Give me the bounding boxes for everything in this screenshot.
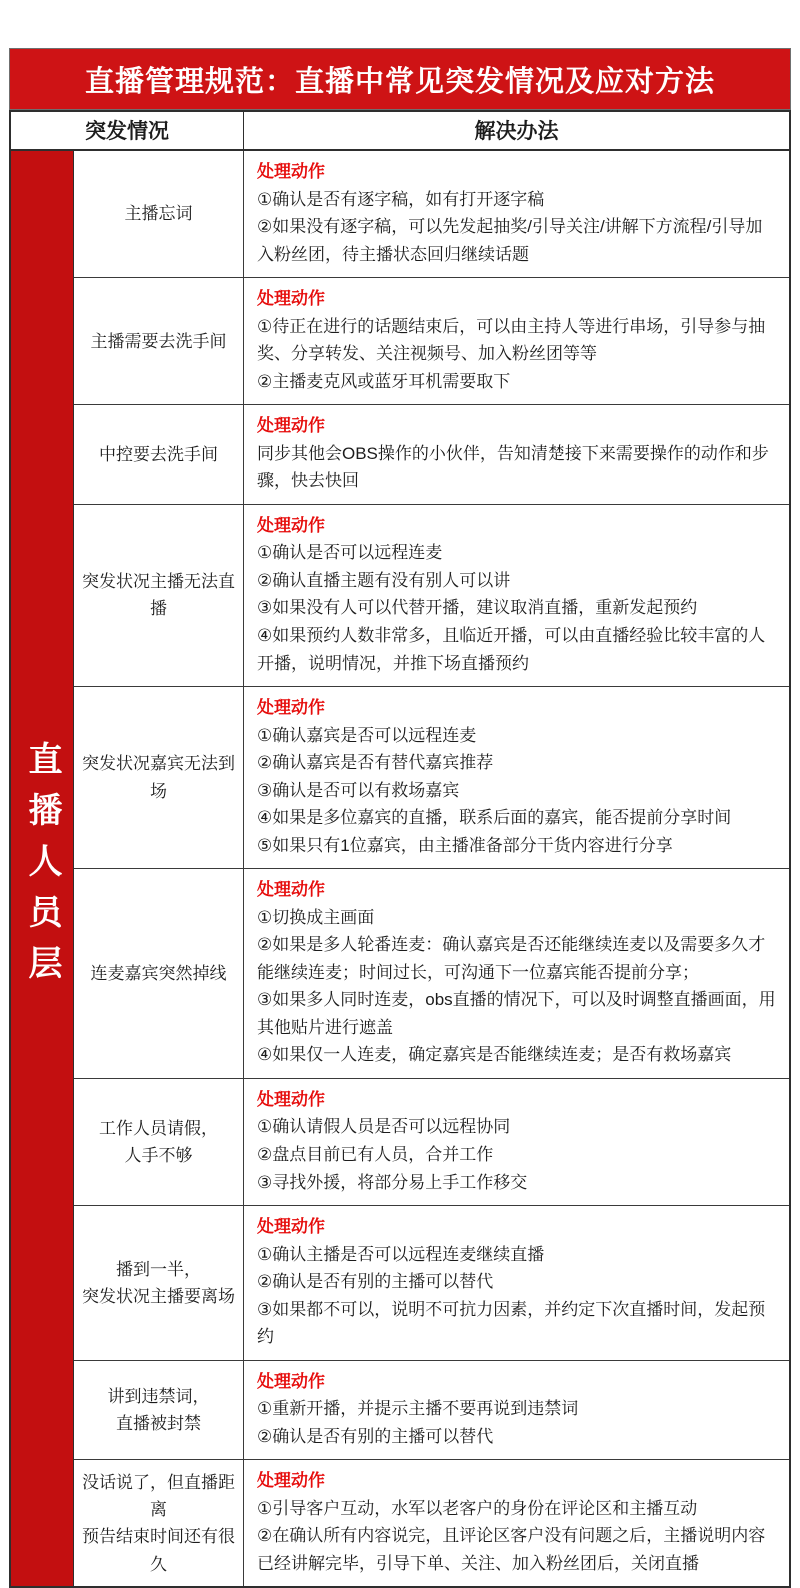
situation-text: 突发状况主播要离场 (82, 1286, 235, 1306)
table-row (74, 277, 789, 404)
table-body (9, 151, 791, 1588)
step-line: ①切换成主画面 (257, 907, 375, 927)
page-title: 直播管理规范：直播中常见突发情况及应对方法 (9, 48, 791, 110)
action-label: 处理动作 (257, 1089, 325, 1109)
table-header-row (9, 110, 791, 151)
situation-text: 突发状况主播无法直播 (82, 572, 235, 619)
step-line: ①确认主播是否可以远程连麦继续直播 (257, 1244, 545, 1264)
row-group-column (11, 151, 74, 1586)
situation-text: 主播忘词 (124, 204, 193, 224)
step-line: ②在确认所有内容说完，且评论区客户没有问题之后，主播说明内容已经讲解完毕，引导下单、关注、加入粉丝团后，关闭直播 (257, 1526, 766, 1573)
solution-cell (244, 1460, 789, 1586)
group-label-vertical: 直播人员层 (23, 741, 61, 997)
step-line: ①确认请假人员是否可以远程协同 (257, 1117, 511, 1137)
action-label: 处理动作 (257, 880, 325, 900)
situation-cell (74, 1361, 244, 1460)
solution-cell (244, 278, 789, 404)
situation-text: 直播被封禁 (116, 1414, 201, 1434)
step-line: ②盘点目前已有人员，合并工作 (257, 1145, 494, 1164)
situation-cell (74, 1079, 244, 1205)
step-line: ②确认是否有别的主播可以替代 (257, 1426, 494, 1446)
step-line: ①确认嘉宾是否可以远程连麦 (257, 725, 477, 745)
step-line: ②如果没有逐字稿，可以先发起抽奖/引导关注/讲解下方流程/引导加入粉丝团，待主播状态回归继续话题 (257, 217, 763, 264)
step-line: ③确认是否可以有救场嘉宾 (257, 780, 460, 800)
situation-cell (74, 1206, 244, 1360)
action-label: 处理动作 (257, 698, 325, 718)
table-row (74, 404, 789, 504)
situation-text: 没话说了，但直播距离 (82, 1473, 235, 1520)
situation-text: 工作人员请假， (99, 1118, 218, 1138)
step-line: ①重新开播，并提示主播不要再说到违禁词 (257, 1399, 579, 1419)
situation-text: 讲到违禁词， (107, 1386, 210, 1406)
situation-cell (74, 405, 244, 504)
action-label: 处理动作 (257, 1217, 325, 1237)
situation-text: 预告结束时间还有很久 (82, 1527, 235, 1574)
step-line: ③如果多人同时连麦，obs直播的情况下，可以及时调整直播画面，用其他贴片进行遮盖 (257, 990, 776, 1037)
solution-cell (244, 1361, 789, 1460)
rows-container (74, 151, 789, 1586)
action-label: 处理动作 (257, 162, 325, 181)
table-row (74, 868, 789, 1078)
situation-cell (74, 151, 244, 277)
step-line: ①确认是否有逐字稿，如有打开逐字稿 (257, 189, 545, 209)
situation-cell (74, 278, 244, 404)
situation-text: 人手不够 (124, 1146, 193, 1165)
step-line: ①待正在进行的话题结束后，可以由主持人等进行串场，引导参与抽奖、分享转发、关注视频号、加入粉丝团等等 (257, 316, 766, 364)
solution-cell (244, 405, 789, 504)
step-line: ③如果都不可以，说明不可抗力因素，并约定下次直播时间，发起预约 (257, 1299, 766, 1347)
table-row (74, 1205, 789, 1360)
situation-cell (74, 687, 244, 868)
action-label: 处理动作 (257, 1471, 325, 1491)
situation-cell (74, 505, 244, 686)
table-row (74, 1360, 789, 1460)
solution-cell (244, 1206, 789, 1360)
situation-text: 主播需要去洗手间 (90, 331, 227, 351)
action-label: 处理动作 (257, 416, 325, 436)
situation-text: 突发状况嘉宾无法到场 (82, 754, 235, 801)
action-label: 处理动作 (257, 289, 325, 309)
step-line: ④如果是多位嘉宾的直播，联系后面的嘉宾，能否提前分享时间 (257, 808, 732, 828)
action-label: 处理动作 (257, 1371, 325, 1391)
situation-text: 中控要去洗手间 (99, 444, 218, 464)
step-line: 同步其他会OBS操作的小伙伴，告知清楚接下来需要操作的动作和步骤，快去快回 (257, 443, 769, 491)
solution-cell (244, 869, 789, 1078)
document-sheet (9, 48, 791, 1588)
table-row (74, 504, 789, 686)
situation-text: 连麦嘉宾突然掉线 (90, 963, 227, 983)
step-line: ②确认嘉宾是否有替代嘉宾推荐 (257, 753, 494, 773)
solution-cell (244, 505, 789, 686)
solution-cell (244, 687, 789, 868)
step-line: ③寻找外援，将部分易上手工作移交 (257, 1172, 528, 1192)
action-label: 处理动作 (257, 515, 325, 535)
step-line: ①确认是否可以远程连麦 (257, 543, 443, 563)
step-line: ②确认直播主题有没有别人可以讲 (257, 570, 511, 590)
table-row (74, 1078, 789, 1205)
situation-cell (74, 869, 244, 1078)
situation-text: 播到一半， (116, 1259, 201, 1279)
situation-cell (74, 1460, 244, 1586)
step-line: ⑤如果只有1位嘉宾，由主播准备部分干货内容进行分享 (257, 835, 673, 855)
table-row (74, 1459, 789, 1586)
step-line: ②主播麦克风或蓝牙耳机需要取下 (257, 371, 511, 391)
step-line: ④如果仅一人连麦，确定嘉宾是否能继续连麦；是否有救场嘉宾 (257, 1045, 732, 1065)
column-header-solution: 解决办法 (474, 120, 559, 143)
solution-cell (244, 1079, 789, 1205)
step-line: ①引导客户互动，水军以老客户的身份在评论区和主播互动 (257, 1498, 698, 1518)
step-line: ④如果预约人数非常多，且临近开播，可以由直播经验比较丰富的人开播，说明情况，并推下场直播预约 (257, 625, 766, 673)
step-line: ③如果没有人可以代替开播，建议取消直播，重新发起预约 (257, 598, 698, 618)
solution-cell (244, 151, 789, 277)
table-row (74, 151, 789, 277)
table-row (74, 686, 789, 868)
column-header-situation: 突发情况 (11, 112, 244, 149)
step-line: ②如果是多人轮番连麦：确认嘉宾是否还能继续连麦以及需要多久才能继续连麦；时间过长，可沟通下一位嘉宾能否提前分享； (257, 935, 766, 982)
step-line: ②确认是否有别的主播可以替代 (257, 1272, 494, 1292)
